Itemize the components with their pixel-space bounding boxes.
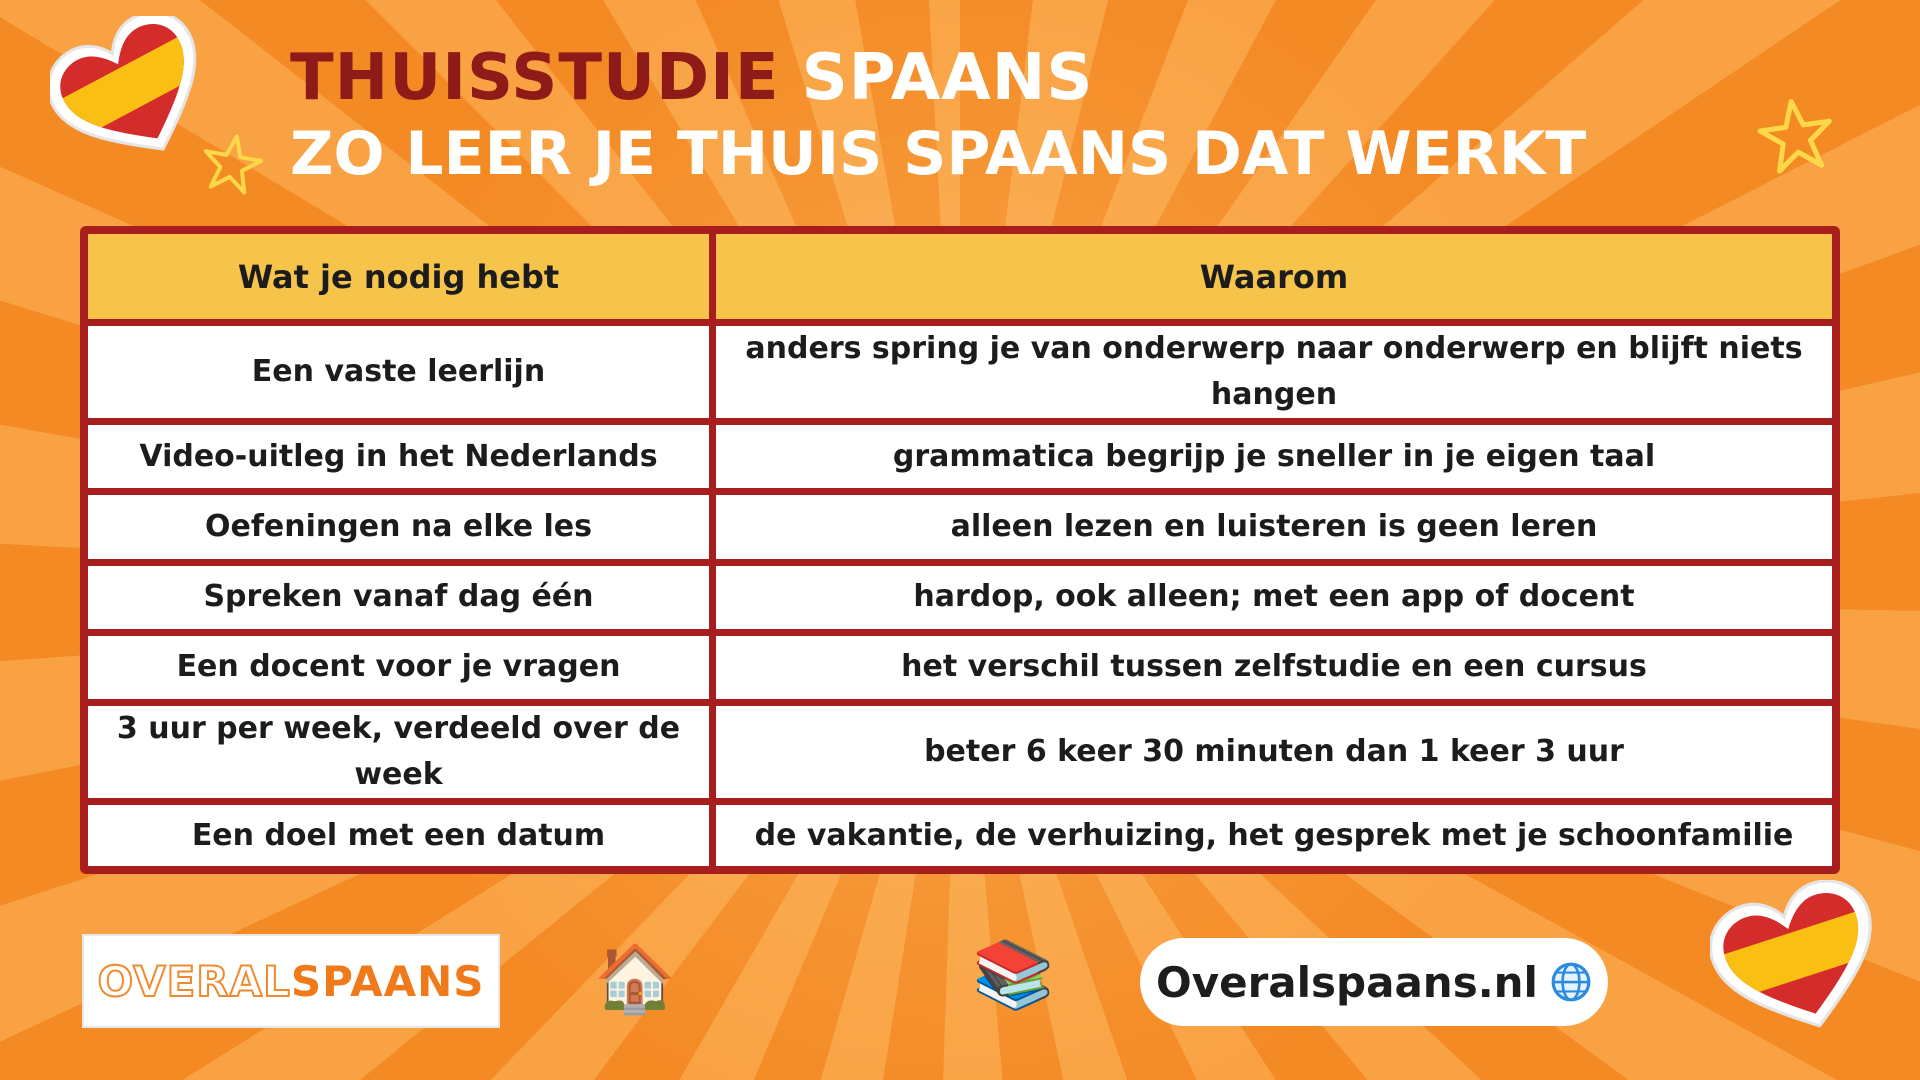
title-line [290,41,1586,115]
star-icon [1756,96,1836,176]
logo-part2: SPAANS [290,956,485,1006]
star-icon [200,132,264,196]
cell-need: Een docent voor je vragen [88,636,716,706]
table-header-row [88,234,1832,326]
title-part2: SPAANS [801,41,1094,115]
cell-need: Een vaste leerlijn [88,326,716,425]
page-subtitle: ZO LEER JE THUIS SPAANS DAT WERKT [290,119,1587,189]
column-header-why: Waarom [716,234,1832,326]
table-row [88,706,1832,805]
website-label: Overalspaans.nl [1156,957,1538,1007]
cell-why: beter 6 keer 30 minuten dan 1 keer 3 uur [716,706,1832,805]
column-header-need: Wat je nodig hebt [88,234,716,326]
cell-why: hardop, ook alleen; met een app of docent [716,566,1832,636]
spain-heart-icon [50,16,220,166]
cell-need: Spreken vanaf dag één [88,566,716,636]
title-part1: THUISSTUDIE [290,41,780,115]
table-row [88,566,1832,636]
books-icon: 📚 [972,936,1055,1013]
info-table [80,226,1840,874]
house-icon: 🏠 [594,940,677,1017]
table-row [88,636,1832,706]
cell-why: de vakantie, de verhuizing, het gesprek met je schoonfamilie [716,805,1832,866]
table-row [88,326,1832,425]
table-row [88,425,1832,495]
cell-why: grammatica begrijp je sneller in je eigen taal [716,425,1832,495]
logo-part1: OVERAL [97,956,291,1006]
page-title [290,41,1587,189]
spain-heart-icon [1710,880,1890,1040]
cell-why: het verschil tussen zelfstudie en een cursus [716,636,1832,706]
website-link[interactable] [1140,938,1608,1026]
cell-need: Een doel met een datum [88,805,716,866]
cell-why: alleen lezen en luisteren is geen leren [716,495,1832,565]
table-row [88,495,1832,565]
table-row [88,805,1832,866]
cell-need: Oefeningen na elke les [88,495,716,565]
cell-need: Video-uitleg in het Nederlands [88,425,716,495]
brand-logo [82,934,500,1028]
cell-need: 3 uur per week, verdeeld over de week [88,706,716,805]
globe-icon [1550,961,1592,1003]
cell-why: anders spring je van onderwerp naar onderwerp en blijft niets hangen [716,326,1832,425]
